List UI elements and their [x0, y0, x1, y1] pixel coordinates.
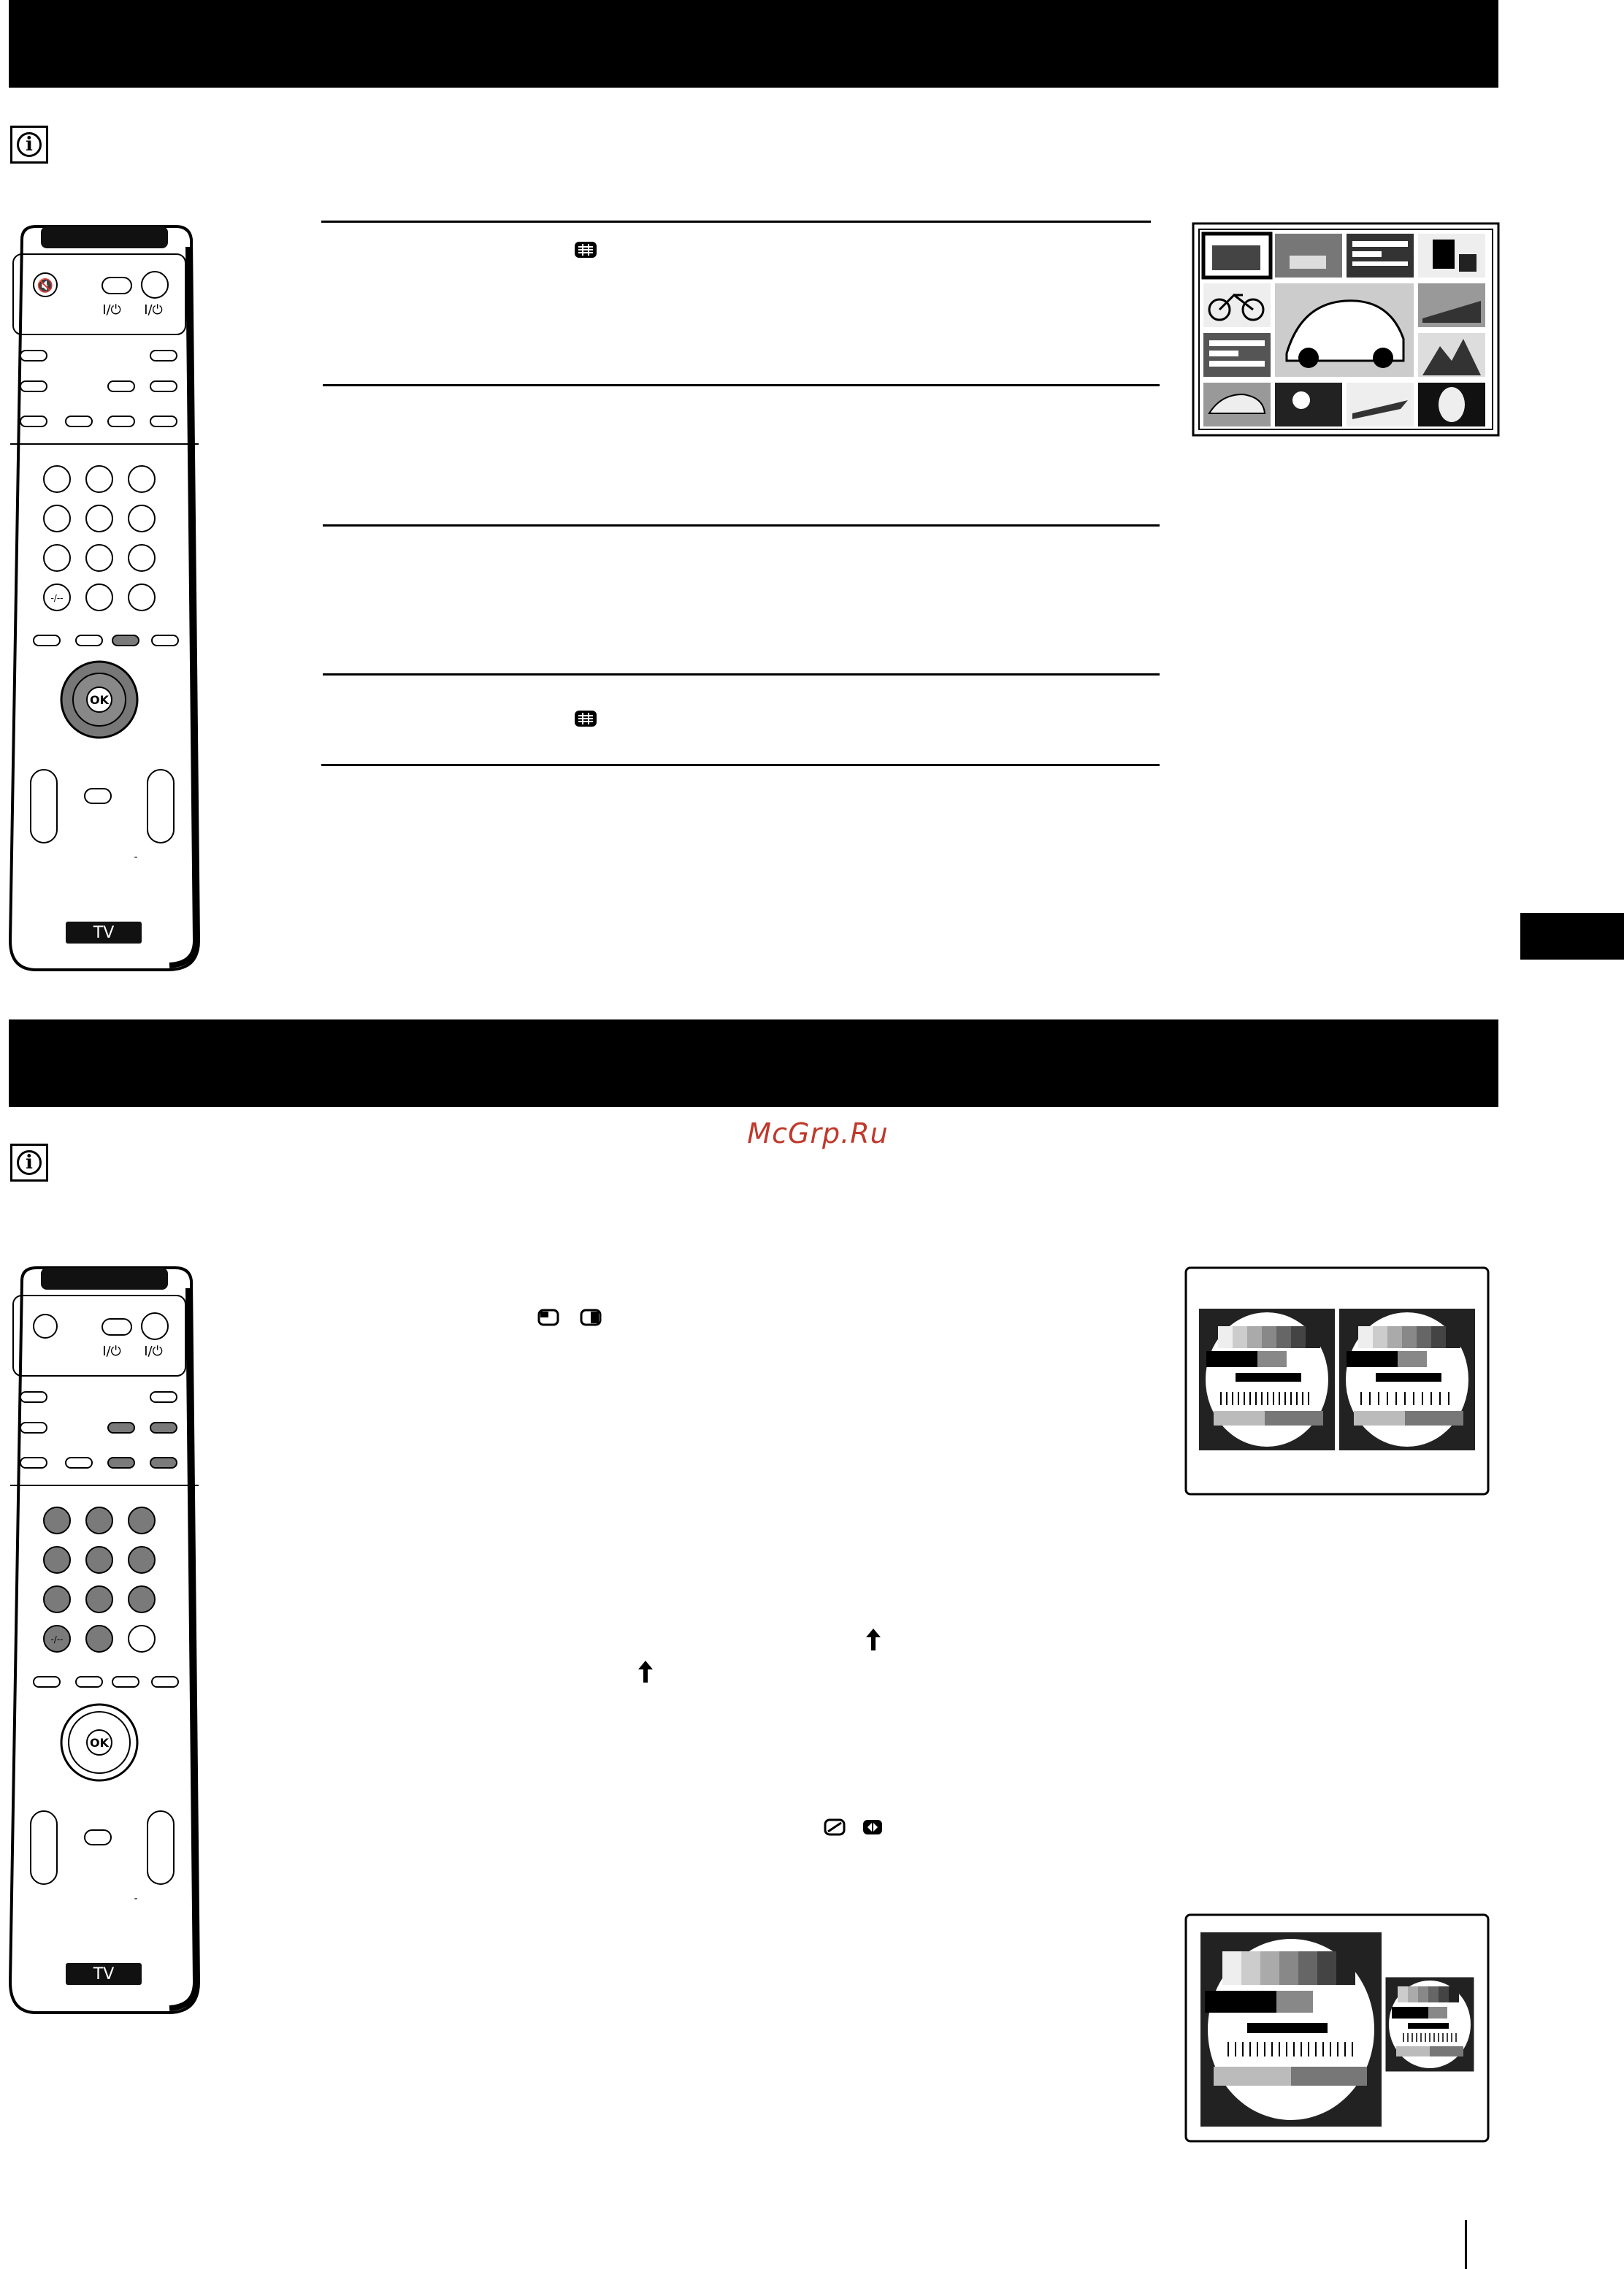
svg-text:-/--: -/-- [50, 593, 64, 603]
up-arrow-icon [637, 1659, 654, 1684]
svg-text:🔇: 🔇 [37, 278, 54, 294]
svg-text:OK: OK [90, 1736, 109, 1750]
svg-text:I/⏻: I/⏻ [102, 1344, 121, 1359]
divider-rule-3 [323, 524, 1160, 527]
divider-rule-2 [323, 384, 1160, 386]
remote-control-bottom [7, 1266, 204, 2016]
divider-rule-5 [321, 764, 1160, 766]
pip-testcard-illustration [1184, 1913, 1490, 2143]
pip-icon [537, 1309, 559, 1326]
info-icon: i [10, 1144, 48, 1182]
svg-text:TV: TV [93, 924, 115, 942]
divider-rule-1 [321, 221, 1151, 223]
split-screen-icon [580, 1309, 602, 1326]
svg-text:I/⏻: I/⏻ [144, 1344, 163, 1359]
multi-picture-screen-illustration [1192, 222, 1500, 437]
swap-icon [824, 1818, 846, 1836]
svg-text:I/⏻: I/⏻ [102, 302, 121, 318]
up-arrow-icon [865, 1627, 882, 1652]
svg-text:-: - [134, 852, 138, 863]
teletext-icon [574, 241, 597, 259]
svg-text:I/⏻: I/⏻ [144, 302, 163, 318]
watermark-text: McGrp.Ru [747, 1117, 889, 1149]
info-icon: i [10, 126, 48, 164]
side-tab-marker [1520, 913, 1624, 960]
remote-control-top [7, 225, 204, 973]
teletext-icon [574, 710, 597, 727]
section-header-band-top [9, 0, 1498, 88]
divider-rule-4 [323, 673, 1160, 676]
section-header-band-bottom [9, 1019, 1498, 1107]
svg-text:-/--: -/-- [50, 1634, 64, 1645]
exchange-icon [862, 1818, 884, 1836]
svg-text:-: - [134, 1893, 138, 1905]
page-number-rule [1465, 2220, 1467, 2269]
split-screen-testcard-illustration [1184, 1266, 1490, 1496]
svg-text:TV: TV [93, 1965, 115, 1983]
svg-text:OK: OK [90, 693, 109, 707]
